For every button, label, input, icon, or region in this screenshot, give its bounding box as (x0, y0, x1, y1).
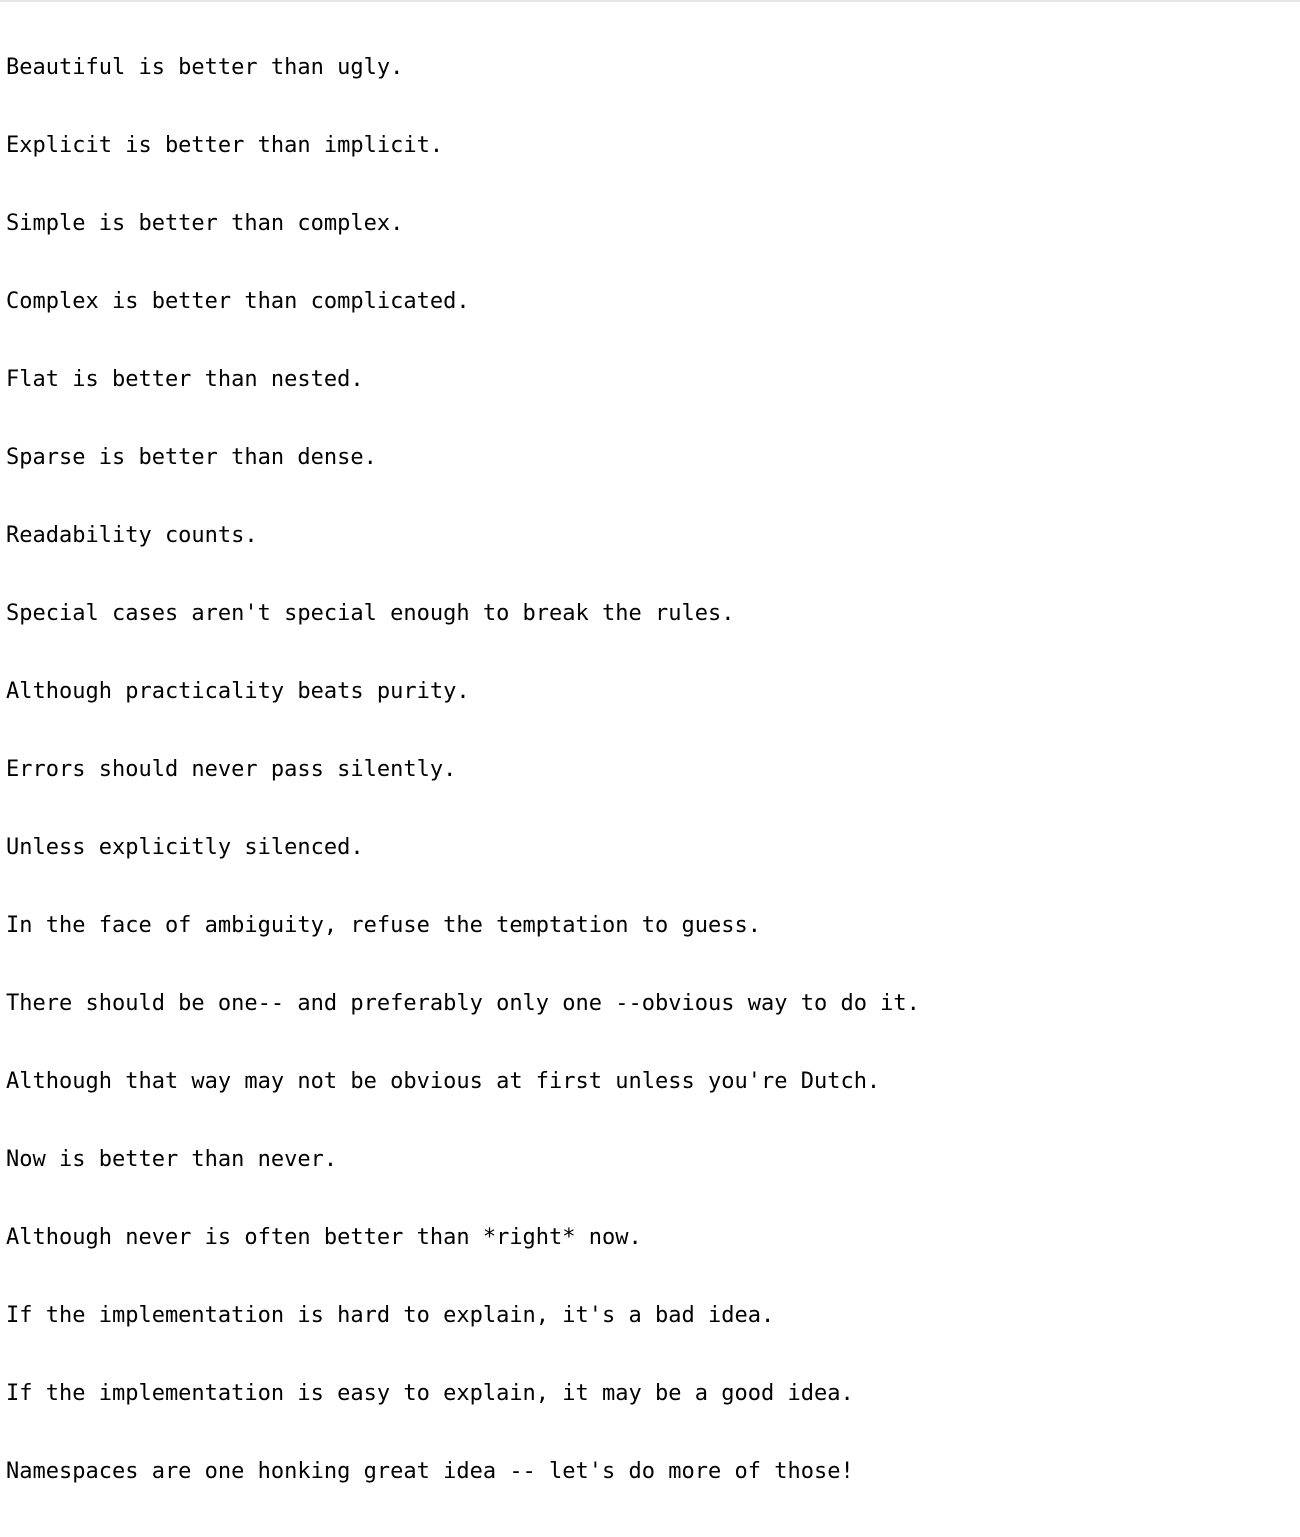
text-line: Explicit is better than implicit. (6, 133, 444, 158)
text-line: Although that way may not be obvious at first unless you're Dutch. (6, 1069, 881, 1094)
text-line: Simple is better than complex. (6, 211, 404, 236)
text-line: In the face of ambiguity, refuse the temptation to guess. (6, 913, 761, 938)
text-line: Sparse is better than dense. (6, 445, 377, 470)
text-line: Although practicality beats purity. (6, 679, 470, 704)
text-output (6, 3, 920, 1537)
text-line: There should be one-- and preferably only one --obvious way to do it. (6, 991, 920, 1016)
text-line: Readability counts. (6, 523, 258, 548)
text-line: Complex is better than complicated. (6, 289, 470, 314)
text-line: Now is better than never. (6, 1147, 338, 1172)
text-line: Errors should never pass silently. (6, 757, 457, 782)
text-line: Unless explicitly silenced. (6, 835, 364, 860)
text-line: Flat is better than nested. (6, 367, 364, 392)
text-line: Special cases aren't special enough to break the rules. (6, 601, 735, 626)
text-line: Although never is often better than *right* now. (6, 1225, 642, 1250)
text-line: If the implementation is hard to explain, it's a bad idea. (6, 1303, 775, 1328)
text-line: If the implementation is easy to explain, it may be a good idea. (6, 1381, 854, 1406)
text-line: Beautiful is better than ugly. (6, 55, 404, 80)
text-line: Namespaces are one honking great idea -- let's do more of those! (6, 1459, 854, 1484)
